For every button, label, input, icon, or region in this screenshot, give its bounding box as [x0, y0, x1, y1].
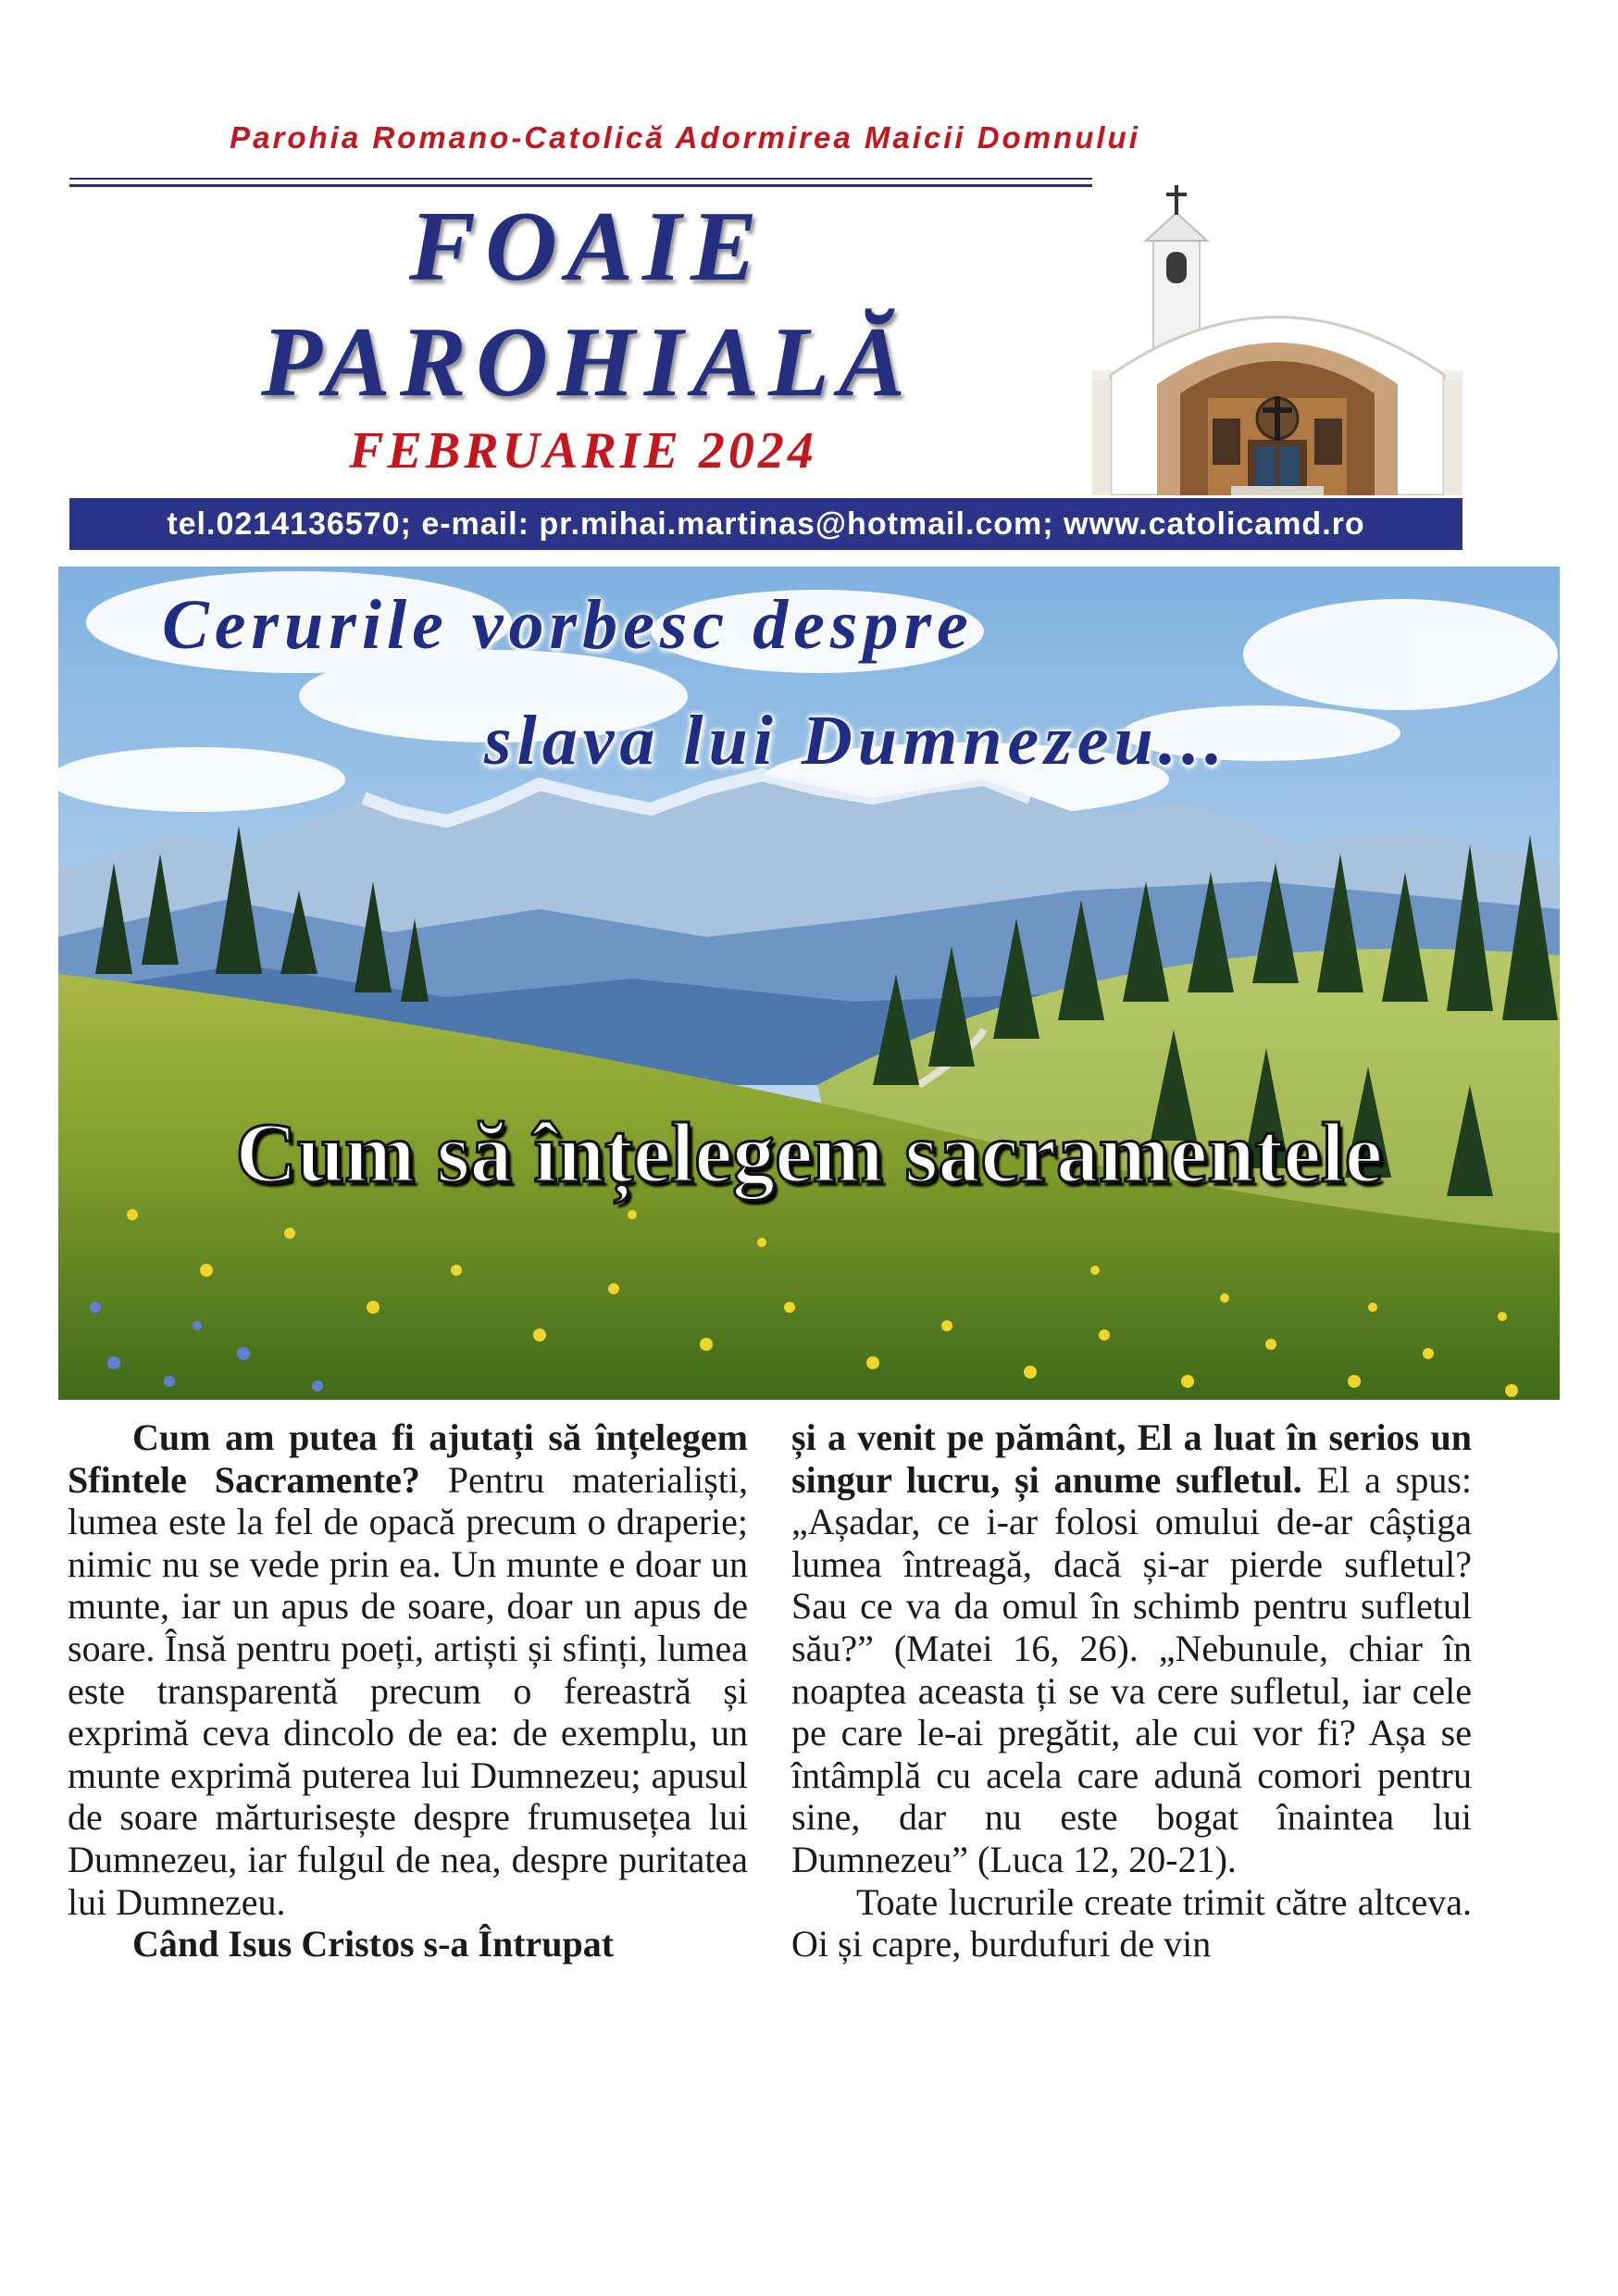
hero-line-1: Cerurile vorbesc despre — [162, 586, 974, 664]
paragraph-2 — [68, 1923, 748, 1965]
hero-line-2: slava lui Dumnezeu... — [484, 702, 1228, 780]
paragraph-3 — [791, 1881, 1472, 1965]
paragraph-2-continued — [791, 1416, 1472, 1881]
contact-bar: tel.0214136570; e-mail: pr.mihai.martinas@hotmail.com; www.catolicamd.ro — [69, 498, 1462, 550]
paragraph-2-cont-lead: și a venit pe pământ, El a luat în serios un singur lucru, și anume sufletul. — [791, 1416, 1472, 1501]
parish-name: Parohia Romano-Catolică Adormirea Maicii Domnului — [230, 120, 1140, 155]
paragraph-2-cont-body: El a spus: „Așadar, ce i-ar folosi omului de-ar câștiga lumea întreagă, dacă și-ar pierde sufletul? Sau ce va da omul în schimb pentru sufletul său?” (Matei 16, 26). „Nebunule, chiar în noaptea aceasta ți se va cere sufletul, iar cele pe care le-ai pregătit, ale cui vor fi? Așa se întâmplă cu acela care adună comori pentru sine, dar nu este bogat înaintea lui Dumnezeu” (Luca 12, 20-21). — [791, 1458, 1473, 1880]
church-photo — [1092, 176, 1462, 495]
paragraph-1-lead: Cum am putea fi ajutați să înțelegem Sfintele Sacramente? — [68, 1416, 748, 1501]
masthead-title-line2: PAROHIALĂ — [260, 307, 915, 418]
article-headline: Cum să înțelegem sacramentele — [235, 1105, 1383, 1200]
paragraph-3-body: Toate lucrurile create trimit către altceva. Oi și capre, burdufuri de vin — [791, 1880, 1472, 1965]
paragraph-1 — [68, 1416, 748, 1923]
paragraph-2-lead: Când Isus Cristos s-a Întrupat — [132, 1923, 615, 1965]
meadow-landscape-image — [58, 567, 1560, 1400]
hero-banner — [58, 567, 1560, 1400]
article-column-2 — [791, 1416, 1472, 1965]
issue-date: FEBRUARIE 2024 — [349, 422, 817, 480]
masthead-title-line1: FOAIE — [408, 192, 767, 302]
article-column-1 — [68, 1416, 748, 1965]
paragraph-1-body: Pentru materialiști, lumea este la fel de opacă precum o draperie; nimic nu se vede prin ea. Un munte e doar un munte, iar un apus de soare, doar un apus de soare. Însă pentru poeți, artiști și sfinți, lumea este transparentă precum o fereastră și exprimă ceva dincolo de ea: de exemplu, un munte exprimă puterea lui Dumnezeu; apusul de soare mărturisește despre frumusețea lui Dumnezeu, iar fulgul de nea, despre puritatea lui Dumnezeu. — [68, 1458, 749, 1923]
